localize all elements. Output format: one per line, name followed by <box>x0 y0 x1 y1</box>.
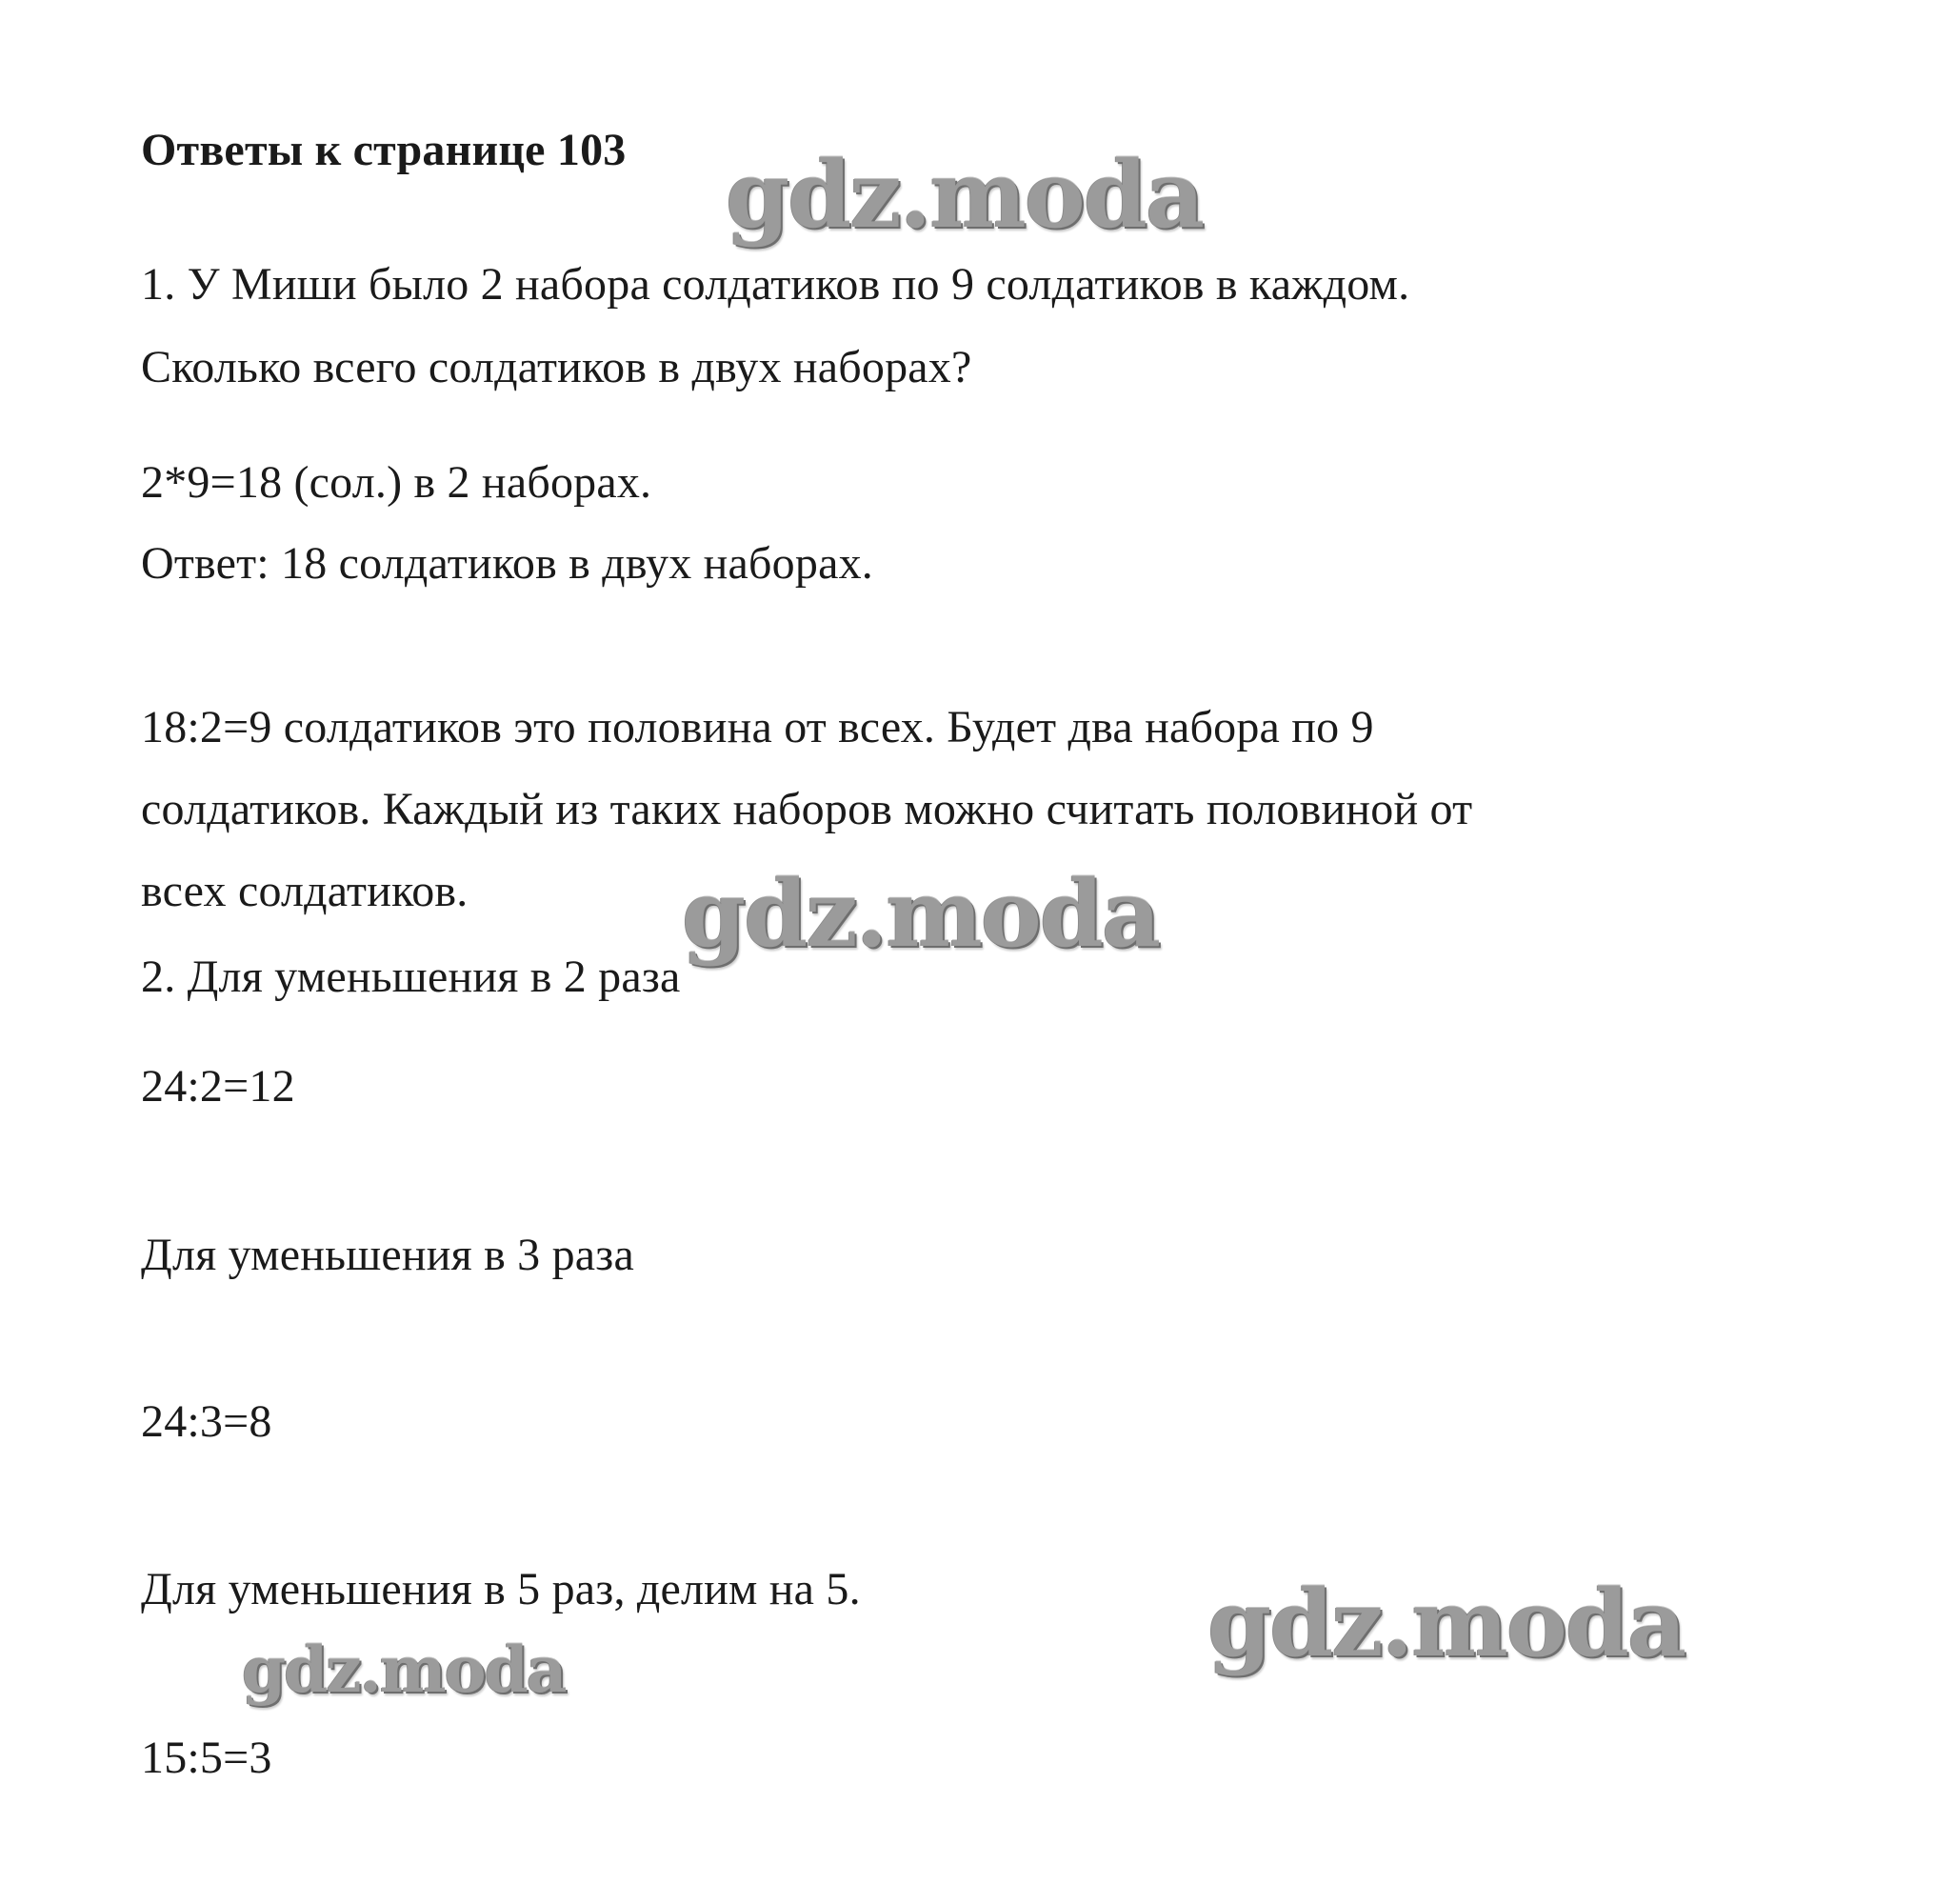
task1-answer: Ответ: 18 солдатиков в двух наборах. <box>141 538 873 589</box>
task1-question-line2: Сколько всего солдатиков в двух наборах? <box>141 342 972 392</box>
watermark-logo: gdz.moda <box>682 860 1160 968</box>
task2-text3: Для уменьшения в 5 раз, делим на 5. <box>141 1564 861 1614</box>
task2-calc2: 24:3=8 <box>141 1396 272 1447</box>
task1-explanation-line1: 18:2=9 солдатиков это половина от всех. Будет два набора по 9 <box>141 702 1374 752</box>
task2-heading: 2. Для уменьшения в 2 раза <box>141 952 681 1002</box>
task1-explanation-line3: всех солдатиков. <box>141 866 469 916</box>
task2-calc3: 15:5=3 <box>141 1733 272 1783</box>
task1-question-line1: 1. У Миши было 2 набора солдатиков по 9 солдатиков в каждом. <box>141 259 1410 310</box>
task1-explanation-line2: солдатиков. Каждый из таких наборов можно считать половиной от <box>141 784 1473 834</box>
watermark-logo: gdz.moda <box>1207 1570 1686 1677</box>
task2-text2: Для уменьшения в 3 раза <box>141 1230 634 1280</box>
task1-solution: 2*9=18 (сол.) в 2 наборах. <box>141 457 652 508</box>
task2-calc1: 24:2=12 <box>141 1061 295 1112</box>
watermark-logo: gdz.moda <box>242 1633 566 1707</box>
watermark-logo: gdz.moda <box>726 141 1204 249</box>
page-title: Ответы к странице 103 <box>141 125 627 175</box>
